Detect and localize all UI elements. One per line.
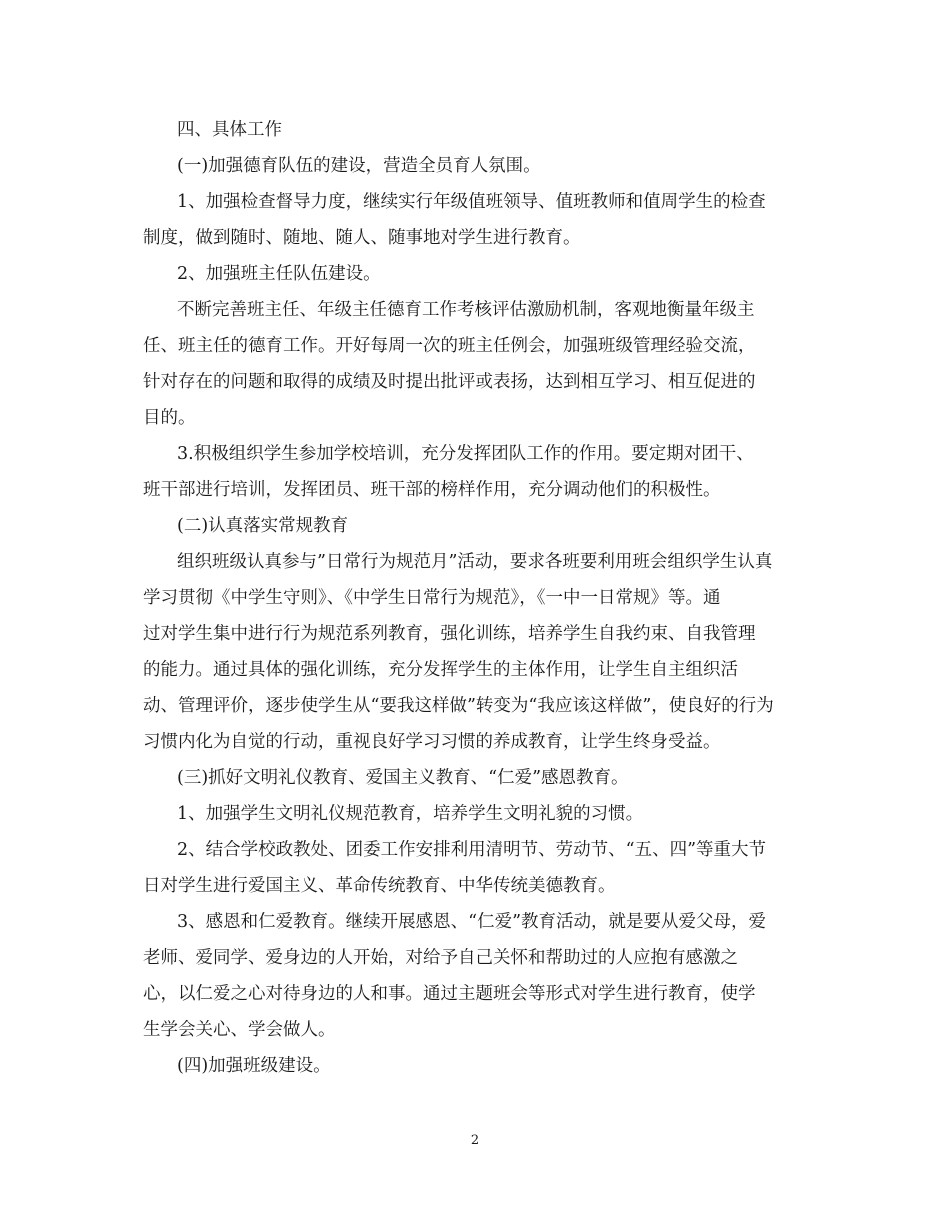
paragraph-line: 动、管理评价，逐步使学生从“要我这样做”转变为“我应该这样做”，使良好的行为 xyxy=(143,696,774,716)
paragraph-line: 制度，做到随时、随地、随人、随事地对学生进行教育。 xyxy=(143,228,581,248)
paragraph-line: 任、班主任的德育工作。开好每周一次的班主任例会，加强班级管理经验交流， xyxy=(143,336,756,356)
paragraph-line: 1、加强学生文明礼仪规范教育，培养学生文明礼貌的习惯。 xyxy=(177,804,644,824)
paragraph-line: 不断完善班主任、年级主任德育工作考核评估激励机制，客观地衡量年级主 xyxy=(177,300,755,320)
paragraph-line: 3.积极组织学生参加学校培训，充分发挥团队工作的作用。要定期对团干、 xyxy=(177,444,754,464)
document-body xyxy=(143,112,813,1084)
paragraph-line: 2、加强班主任队伍建设。 xyxy=(177,264,381,284)
paragraph-line: 习惯内化为自觉的行动，重视良好学习习惯的养成教育，让学生终身受益。 xyxy=(143,732,721,752)
subsection-heading: (一)加强德育队伍的建设，营造全员育人氛围。 xyxy=(177,156,541,176)
subsection-heading: (四)加强班级建设。 xyxy=(177,1056,331,1076)
paragraph-line: 组织班级认真参与”日常行为规范月”活动，要求各班要利用班会组织学生认真 xyxy=(177,552,773,572)
paragraph-line: 的能力。通过具体的强化训练，充分发挥学生的主体作用，让学生自主组织活 xyxy=(143,660,738,680)
section-heading: 四、具体工作 xyxy=(177,120,282,140)
subsection-heading: (二)认真落实常规教育 xyxy=(177,516,349,536)
paragraph-line: 心，以仁爱之心对待身边的人和事。通过主题班会等形式对学生进行教育，使学 xyxy=(143,984,756,1004)
paragraph-line: 班干部进行培训，发挥团员、班干部的榜样作用，充分调动他们的积极性。 xyxy=(143,480,721,500)
paragraph-line: 3、感恩和仁爱教育。继续开展感恩、“仁爱”教育活动，就是要从爱父母，爱 xyxy=(177,912,767,932)
paragraph-line: 2、结合学校政教处、团委工作安排利用清明节、劳动节、“五、四”等重大节 xyxy=(177,840,767,860)
page-number: 2 xyxy=(470,1133,480,1148)
paragraph-line: 老师、爱同学、爱身边的人开始，对给予自己关怀和帮助过的人应抱有感激之 xyxy=(143,948,738,968)
paragraph-line: 针对存在的问题和取得的成绩及时提出批评或表扬，达到相互学习、相互促进的 xyxy=(143,372,756,392)
paragraph-line: 日对学生进行爱国主义、革命传统教育、中华传统美德教育。 xyxy=(143,876,616,896)
paragraph-line: 学习贯彻《中学生守则》、《中学生日常行为规范》，《一中一日常规》等。通 xyxy=(143,588,721,608)
paragraph-line: 1、加强检查督导力度，继续实行年级值班领导、值班教师和值周学生的检查 xyxy=(177,192,766,212)
paragraph-line: 过对学生集中进行行为规范系列教育，强化训练，培养学生自我约束、自我管理 xyxy=(143,624,756,644)
paragraph-line: 目的。 xyxy=(143,408,196,428)
paragraph-line: 生学会关心、学会做人。 xyxy=(143,1020,336,1040)
subsection-heading: (三)抓好文明礼仪教育、爱国主义教育、“仁爱”感恩教育。 xyxy=(177,768,629,788)
